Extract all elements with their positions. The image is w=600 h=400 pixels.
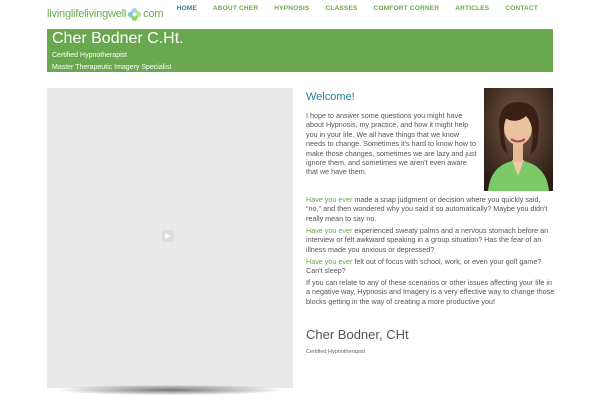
question-3-paragraph — [306, 257, 556, 276]
welcome-heading: Welcome! — [306, 91, 355, 103]
profile-photo — [484, 88, 553, 191]
question-1-paragraph — [306, 195, 556, 223]
banner-name: Cher Bodner C.Ht. — [52, 30, 184, 47]
question-2-lead: Have you ever — [306, 226, 353, 235]
main-navigation — [169, 5, 546, 12]
signature-name: Cher Bodner, CHt — [306, 327, 409, 342]
nav-classes[interactable]: CLASSES — [325, 5, 358, 12]
closing-text: If you can relate to any of these scenarios or other issues affecting your life in a negative way, Hypnosis and Imagery is a very effective way to change those blocks getting in the way of creating a more productive you! — [306, 278, 555, 306]
question-3-text: felt out of focus with school, work, or even your golf game? Can't sleep? — [306, 257, 542, 276]
question-3-lead: Have you ever — [306, 257, 353, 266]
nav-hypnosis[interactable]: HYPNOSIS — [274, 5, 310, 12]
nav-home[interactable]: HOME — [176, 5, 197, 12]
logo-text-main: livinglifelivingwell — [47, 8, 127, 20]
question-1-text: made a snap judgment or decision where you quickly said, "no," and then wondered why you said it so automatically? Maybe you didn't really mean to say no. — [306, 195, 548, 223]
signature-title: Certified Hypnotherapist — [306, 349, 366, 355]
question-2-text: experienced sweaty palms and a nervous stomach before an interview or felt awkward speaking in a group situation? Has the fear of an illness made you anxious or depressed? — [306, 226, 549, 254]
logo-text-domain: com — [143, 8, 164, 20]
nav-comfort-corner[interactable]: COMFORT CORNER — [373, 5, 440, 12]
site-logo[interactable] — [47, 5, 163, 23]
intro-paragraph — [306, 111, 480, 177]
banner-subtitle-certified: Certified Hypnotherapist — [52, 52, 128, 59]
media-panel[interactable] — [47, 88, 293, 388]
question-1-lead: Have you ever — [306, 195, 353, 204]
question-2-paragraph — [306, 226, 556, 254]
closing-paragraph — [306, 278, 556, 306]
banner-subtitle-imagery: Master Therapeutic Imagery Specialist — [52, 64, 172, 71]
nav-contact[interactable]: CONTACT — [505, 5, 538, 12]
play-icon[interactable]: ▶ — [162, 230, 174, 242]
media-shadow — [60, 385, 280, 395]
logo-flower-icon — [127, 7, 142, 22]
header-banner — [47, 29, 553, 72]
nav-articles[interactable]: ARTICLES — [455, 5, 490, 12]
intro-text: I hope to answer some questions you might have about Hypnosis, my practice, and how it might help you in your life. We all have things that we know needs to change. Sometimes it's hard to know how to make those changes, sometimes we are lazy and just ignore them, and sometimes we aren't even aware that we have them. — [306, 111, 477, 177]
nav-about-cher[interactable]: ABOUT CHER — [212, 5, 259, 12]
